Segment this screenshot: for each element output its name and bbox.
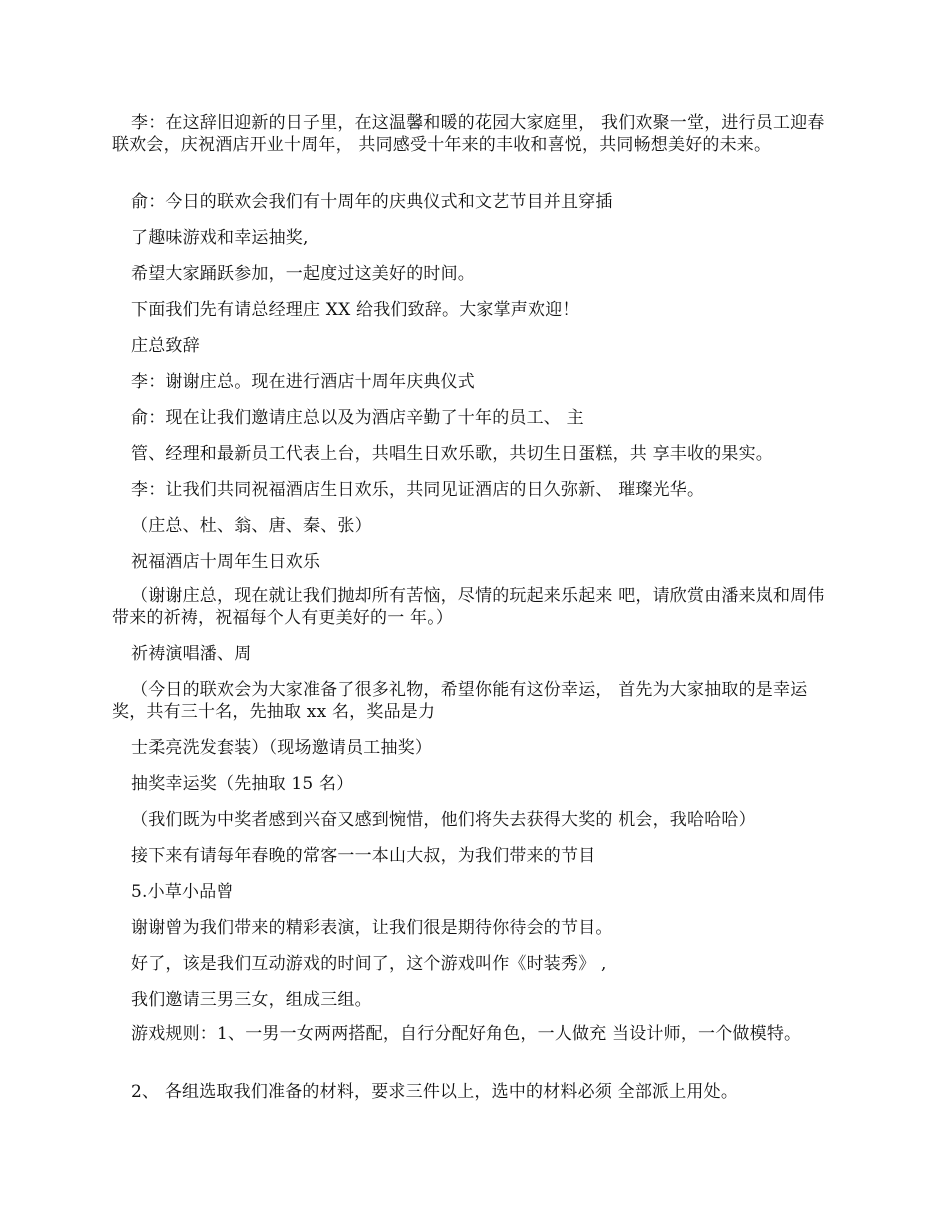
paragraph: 祝福酒店十周年生日欢乐 bbox=[131, 552, 321, 572]
paragraph: 祈祷演唱潘、周 bbox=[131, 644, 252, 664]
paragraph: 了趣味游戏和幸运抽奖, bbox=[131, 228, 309, 248]
paragraph: （谢谢庄总，现在就让我们抛却所有苦恼，尽情的玩起来乐起来 吧，请欣赏由潘来岚和周伟带来的祈祷，祝福每个人有更美好的一 年。） bbox=[112, 586, 825, 628]
paragraph: 5.小草小品曾 bbox=[131, 882, 234, 902]
paragraph: 好了，该是我们互动游戏的时间了，这个游戏叫作《时装秀》 , bbox=[131, 954, 607, 974]
paragraph: 管、经理和最新员工代表上台，共唱生日欢乐歌，共切生日蛋糕，共 享丰收的果实。 bbox=[131, 444, 774, 464]
paragraph: 庄总致辞 bbox=[131, 336, 200, 356]
paragraph: 俞：现在让我们邀请庄总以及为酒店辛勤了十年的员工、 主 bbox=[131, 408, 584, 428]
paragraph: 抽奖幸运奖（先抽取 15 名） bbox=[131, 774, 354, 794]
paragraph: （庄总、杜、翁、唐、秦、张） bbox=[131, 516, 372, 536]
paragraph: 希望大家踊跃参加，一起度过这美好的时间。 bbox=[131, 264, 475, 284]
paragraph: （今日的联欢会为大家准备了很多礼物，希望你能有这份幸运， 首先为大家抽取的是幸运奖，共有三十名，先抽取 xx 名，奖品是力 bbox=[112, 680, 808, 722]
paragraph: 俞：今日的联欢会我们有十周年的庆典仪式和文艺节目并且穿插 bbox=[131, 192, 613, 212]
paragraph: 士柔亮洗发套装）（现场邀请员工抽奖） bbox=[131, 738, 433, 758]
paragraph: 游戏规则：1、一男一女两两搭配，自行分配好角色，一人做充 当设计师，一个做模特。 bbox=[131, 1024, 802, 1044]
paragraph: 谢谢曾为我们带来的精彩表演，让我们很是期待你待会的节目。 bbox=[131, 918, 613, 938]
paragraph: 下面我们先有请总经理庄 XX 给我们致辞。大家掌声欢迎！ bbox=[131, 300, 580, 320]
paragraph: 李：谢谢庄总。现在进行酒店十周年庆典仪式 bbox=[131, 372, 475, 392]
paragraph: 我们邀请三男三女，组成三组。 bbox=[131, 990, 372, 1010]
paragraph: 2、 各组选取我们准备的材料，要求三件以上，选中的材料必须 全部派上用处。 bbox=[131, 1082, 739, 1102]
paragraph: 接下来有请每年春晚的常客一一本山大叔，为我们带来的节目 bbox=[131, 846, 596, 866]
paragraph: 李：让我们共同祝福酒店生日欢乐，共同见证酒店的日久弥新、 璀璨光华。 bbox=[131, 480, 705, 500]
paragraph: 李：在这辞旧迎新的日子里，在这温馨和暖的花园大家庭里， 我们欢聚一堂，进行员工迎春联欢会，庆祝酒店开业十周年， 共同感受十年来的丰收和喜悦，共同畅想美好的未来。 bbox=[112, 113, 825, 155]
paragraph: （我们既为中奖者感到兴奋又感到惋惜，他们将失去获得大奖的 机会，我哈哈哈） bbox=[131, 810, 756, 830]
